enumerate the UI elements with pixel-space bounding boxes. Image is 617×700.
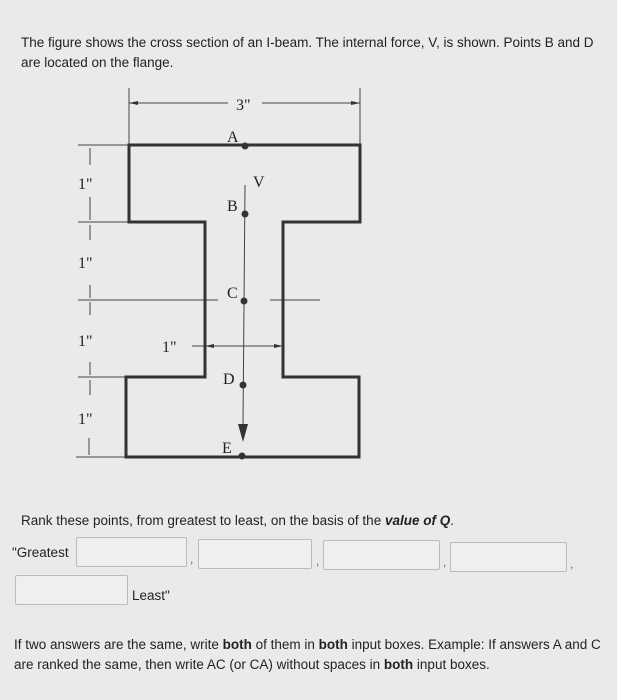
point-b [242, 211, 249, 218]
point-e [239, 453, 246, 460]
note-text: If two answers are the same, write both of them in both input boxes. Example: If answers A and C are ranked the same, then write AC (or CA) without spaces in both input boxes. [14, 637, 601, 672]
web-label: 1" [162, 339, 177, 356]
svg-text:1": 1" [78, 255, 93, 272]
svg-text:A: A [227, 129, 239, 146]
svg-text:D: D [223, 371, 235, 388]
rank-input-5[interactable] [15, 575, 128, 605]
force-label: V [253, 174, 265, 191]
svg-text:1": 1" [78, 176, 93, 193]
svg-text:E: E [222, 440, 232, 457]
point-a [242, 143, 249, 150]
rank-input-1[interactable] [76, 537, 187, 567]
rank-input-4[interactable] [450, 542, 567, 572]
rank-input-2[interactable] [198, 539, 312, 569]
svg-text:1": 1" [78, 333, 93, 350]
question-text: The figure shows the cross section of an I-beam. The internal force, V, is shown. Points B and D are located on the flange. [21, 35, 594, 70]
least-label: Least" [132, 588, 170, 603]
svg-text:B: B [227, 198, 238, 215]
svg-text:1": 1" [78, 411, 93, 428]
point-c [241, 298, 248, 305]
greatest-label: "Greatest [12, 545, 69, 560]
rank-prompt: Rank these points, from greatest to least, on the basis of the value of Q. [21, 513, 454, 528]
width-label: 3" [236, 97, 251, 114]
rank-input-3[interactable] [323, 540, 440, 570]
svg-text:C: C [227, 285, 238, 302]
point-d [240, 382, 247, 389]
